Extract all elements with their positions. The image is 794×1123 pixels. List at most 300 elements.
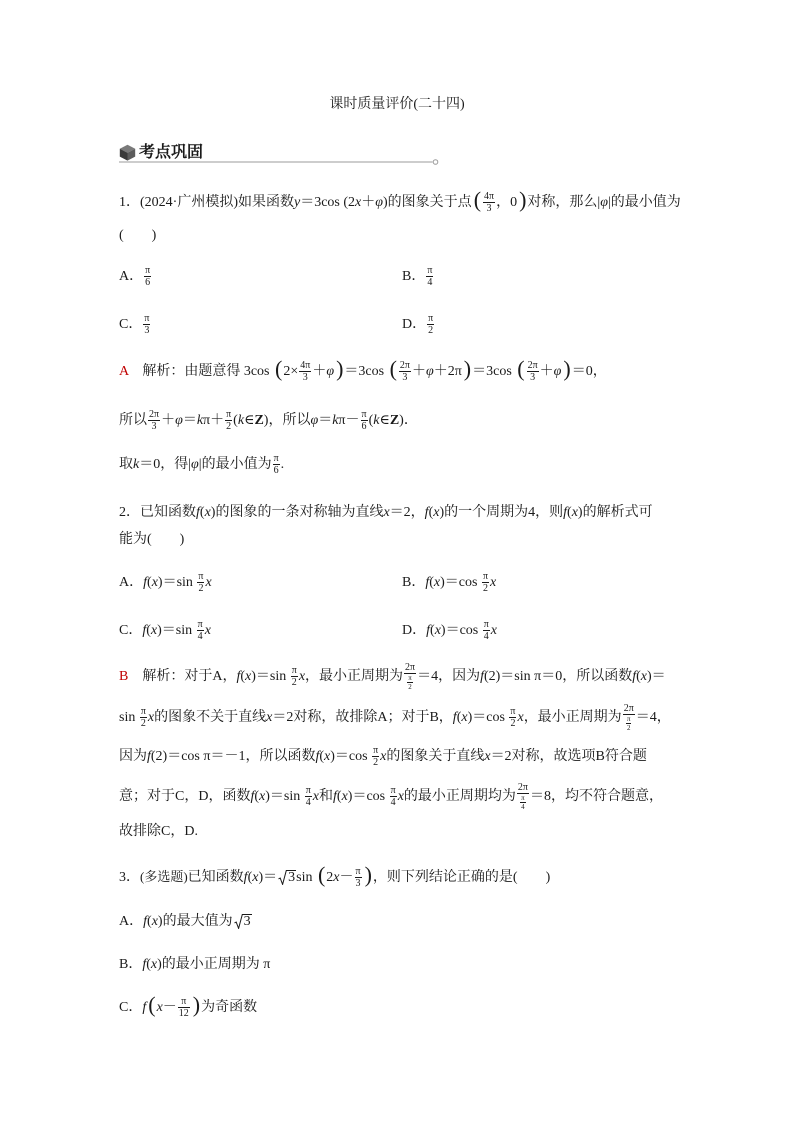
fraction-denominator	[140, 718, 147, 729]
q2-analysis-line-2	[119, 703, 671, 733]
math-variable: f	[250, 789, 255, 804]
section-label: 考点巩固	[139, 142, 204, 161]
text-run: 2×	[283, 364, 299, 379]
fraction-numerator	[299, 360, 311, 372]
text-run: ＋	[411, 364, 426, 379]
text-run: ＝4，	[635, 710, 671, 725]
text-run: π	[510, 706, 516, 718]
q2-option-a	[119, 568, 212, 598]
q2-analysis-line-5	[119, 817, 198, 847]
text-run: (	[146, 957, 151, 972]
big-parenthesis: )	[364, 862, 372, 887]
fraction-denominator	[427, 325, 434, 336]
math-variable: x	[571, 505, 578, 520]
text-run: (	[319, 749, 325, 764]
fraction-numerator	[197, 619, 204, 631]
number-set-symbol: Z	[389, 413, 400, 428]
text-run: －	[162, 1000, 177, 1015]
fraction	[520, 794, 526, 811]
text-run: ＝3cos	[472, 364, 516, 379]
q1-option-a	[119, 262, 152, 292]
fraction-numerator	[291, 665, 298, 677]
fraction-numerator	[509, 706, 516, 718]
text-run: 2	[198, 583, 204, 595]
text-run: )的图象关于点	[383, 195, 472, 210]
q2-option-d	[402, 616, 497, 646]
big-parenthesis: (	[389, 356, 397, 381]
text-run: π	[144, 313, 150, 325]
text-run: (2)＝cos π＝－1，所以函数	[150, 749, 316, 764]
math-variable: x	[380, 749, 387, 764]
fraction-numerator	[140, 706, 147, 718]
fraction-numerator	[273, 453, 280, 465]
text-run: 3	[530, 372, 536, 384]
text-run: C．	[119, 623, 143, 638]
fraction-numerator	[482, 571, 489, 583]
text-run: π	[483, 619, 489, 631]
q2-option-b	[402, 568, 496, 598]
fraction-denominator	[626, 724, 632, 732]
text-run: )的最大值为	[157, 914, 233, 929]
fraction-numerator	[407, 674, 413, 683]
math-variable: x	[324, 749, 331, 764]
q1-option-c	[119, 310, 151, 340]
math-variable: f	[425, 575, 430, 590]
text-run: 3	[486, 203, 492, 215]
fraction	[404, 662, 416, 691]
text-run: 解析：由题意得 3cos	[128, 364, 274, 379]
text-run: π	[482, 571, 489, 583]
text-run: (	[240, 669, 246, 684]
text-run: π	[181, 996, 187, 1008]
fraction	[140, 706, 147, 729]
q1-analysis-line-2	[119, 406, 418, 436]
answer-key: A	[119, 364, 129, 379]
text-run: 3	[355, 878, 361, 890]
fraction	[427, 313, 434, 336]
fraction-numerator	[144, 265, 151, 277]
analysis-text	[128, 356, 607, 384]
fraction-denominator	[404, 674, 416, 691]
text-run: (	[429, 575, 434, 590]
text-run: ＝2对称，故选项B符合题	[490, 749, 647, 764]
math-variable: f	[147, 749, 151, 764]
text-run: π	[291, 665, 297, 677]
text-run: 所以	[119, 413, 147, 428]
text-run: 4	[483, 631, 489, 643]
text-run: 2	[510, 718, 516, 730]
math-variable: x	[397, 789, 404, 804]
text-run: ＝0，得|	[139, 457, 192, 472]
fraction-denominator	[399, 372, 411, 383]
text-run: 因为	[119, 749, 147, 764]
text-run: 3	[151, 421, 157, 433]
text-run: π	[145, 265, 151, 277]
fraction-denominator	[520, 803, 526, 811]
math-variable: k	[332, 413, 339, 428]
q1-option-b	[402, 262, 434, 292]
q1-stem-line-1	[119, 188, 681, 218]
text-run: (	[430, 623, 435, 638]
fraction	[225, 409, 232, 432]
q3-option-c	[119, 993, 257, 1023]
text-run: (	[147, 575, 152, 590]
text-run: )＝cos	[330, 749, 372, 764]
text-run: )＝cos	[440, 575, 481, 590]
text-run: (	[636, 669, 641, 684]
text-run: A．	[119, 575, 144, 590]
text-run: 能为( )	[119, 532, 185, 547]
text-run: ＝2对称，故排除A；对于B，	[272, 710, 453, 725]
text-run: π	[408, 674, 412, 683]
text-run: 取	[119, 457, 133, 472]
big-parenthesis: (	[473, 187, 482, 212]
fraction	[399, 360, 411, 383]
math-variable: x	[151, 914, 158, 929]
text-run: )的图象的一条对称轴为直线	[210, 505, 384, 520]
text-run: 3	[144, 325, 150, 337]
text-run: π	[428, 313, 434, 325]
fraction	[143, 313, 150, 336]
math-variable: f	[142, 623, 147, 638]
text-run: (	[368, 413, 374, 428]
math-variable: φ	[425, 364, 434, 379]
text-run: π	[197, 619, 203, 631]
text-run: 2π	[149, 409, 160, 421]
text-run: ＋2π	[433, 364, 462, 379]
text-run: (	[336, 789, 342, 804]
fraction-numerator	[361, 409, 368, 421]
text-run: 2	[408, 683, 412, 692]
text-run: )＝cos	[347, 789, 389, 804]
big-parenthesis: )	[192, 992, 201, 1017]
fraction-denominator	[372, 757, 379, 768]
math-variable: x	[298, 669, 306, 684]
q1-option-d	[402, 310, 435, 340]
text-run: ，则下列结论正确的是( )	[372, 870, 551, 885]
fraction-denominator	[197, 583, 204, 594]
fraction	[483, 619, 490, 642]
q2-analysis-line-3	[119, 742, 647, 772]
text-run: D．	[402, 317, 427, 332]
fraction	[144, 265, 151, 288]
math-variable: f	[480, 669, 484, 684]
fraction-denominator	[517, 794, 529, 811]
q2-stem-line-1	[119, 498, 653, 528]
text-run: 3．	[119, 870, 140, 885]
text-run: )＝cos	[440, 623, 482, 638]
text-run: ＝4，因为	[417, 669, 481, 684]
text-run: ＝	[318, 413, 333, 428]
fraction	[148, 409, 160, 432]
math-variable: f	[196, 505, 200, 520]
fraction-numerator	[527, 360, 539, 372]
text-run: 2	[373, 757, 379, 769]
text-run: 2π	[399, 360, 410, 372]
fraction-denominator	[407, 683, 413, 691]
math-variable: f	[452, 710, 457, 725]
text-run: ＝8，均不符合题意，	[529, 789, 663, 804]
text-run: 的图象不关于直线	[154, 710, 267, 725]
fraction-denominator	[144, 277, 151, 288]
fraction-numerator	[404, 662, 416, 674]
text-run: 对称，那么|	[527, 195, 601, 210]
text-run: 4	[427, 277, 433, 289]
text-run: π	[140, 706, 146, 718]
fraction-denominator	[148, 421, 160, 432]
text-run: 2π	[527, 360, 538, 372]
text-run: π	[521, 794, 525, 803]
fraction	[372, 745, 379, 768]
fraction-numerator	[148, 409, 160, 421]
fraction-numerator	[355, 866, 362, 878]
math-variable: x	[333, 870, 340, 885]
fraction-denominator	[527, 372, 539, 383]
text-run: (	[247, 870, 253, 885]
big-parenthesis: )	[563, 356, 571, 381]
fraction-numerator	[623, 703, 635, 715]
text-run: ＝3cos (2	[300, 195, 356, 210]
text-run: π	[390, 785, 396, 797]
math-variable: x	[490, 623, 498, 638]
radical-sign-icon	[234, 914, 243, 929]
fraction-denominator	[178, 1008, 190, 1019]
math-variable: f	[563, 505, 568, 520]
math-variable: x	[245, 669, 252, 684]
radicand	[287, 870, 296, 885]
math-variable: x	[433, 505, 440, 520]
math-variable: x	[205, 575, 212, 590]
text-run: 2	[326, 870, 334, 885]
text-run: (	[199, 505, 205, 520]
text-run: )＝sin	[265, 789, 304, 804]
math-variable: x	[355, 195, 362, 210]
fraction	[355, 866, 362, 889]
fraction-denominator	[291, 677, 298, 688]
text-run: ∈	[379, 413, 390, 428]
text-run: |的最小值为	[607, 195, 681, 210]
text-run: 3	[243, 914, 251, 929]
fraction-numerator	[483, 619, 490, 631]
fraction-numerator	[426, 265, 433, 277]
big-parenthesis: )	[519, 187, 527, 212]
text-run: )＝cos	[467, 710, 509, 725]
text-run: B．	[402, 575, 426, 590]
text-run: 和	[319, 789, 334, 804]
math-variable: x	[312, 789, 320, 804]
text-run: －	[339, 870, 354, 885]
fraction-numerator	[390, 785, 397, 797]
text-run: 3	[402, 372, 408, 384]
fraction	[527, 360, 539, 383]
math-variable: f	[243, 870, 248, 885]
text-run: 4	[305, 797, 311, 809]
fraction-denominator	[299, 372, 311, 383]
text-run: )．	[399, 413, 418, 428]
text-run: π	[226, 409, 232, 421]
text-run: 6	[361, 421, 367, 433]
fraction-denominator	[482, 583, 489, 594]
text-run: 2	[428, 325, 434, 337]
text-run: ＝2，	[389, 505, 425, 520]
text-run: .	[280, 457, 285, 472]
fraction-numerator	[626, 715, 632, 724]
fraction-denominator	[355, 878, 362, 889]
text-run: )的一个周期为4，则	[439, 505, 564, 520]
text-run: (	[147, 914, 152, 929]
math-variable: f	[142, 957, 147, 972]
fraction-numerator	[197, 571, 204, 583]
text-run: π	[273, 453, 279, 465]
fraction	[178, 996, 190, 1019]
text-run: 6	[273, 465, 279, 477]
text-run: (	[146, 623, 151, 638]
text-run: (	[567, 505, 572, 520]
text-run: ( )	[119, 228, 157, 243]
math-variable: f	[333, 789, 337, 804]
math-variable: x	[490, 575, 497, 590]
fraction-denominator	[426, 277, 433, 288]
math-variable: f	[236, 669, 241, 684]
text-run: ，最小正周期为	[523, 710, 622, 725]
text-run: 4	[390, 797, 396, 809]
math-variable: k	[373, 413, 380, 428]
text-run: )的解析式可	[577, 505, 653, 520]
section-header	[117, 140, 447, 168]
text-run: 4	[521, 803, 525, 812]
math-variable: φ	[553, 364, 562, 379]
math-variable: x	[204, 505, 211, 520]
radical-sign-icon	[278, 870, 287, 885]
text-run: 的最小正周期均为	[403, 789, 516, 804]
text-run: 已知函数	[187, 870, 244, 885]
math-variable: φ	[600, 195, 608, 210]
text-run: ＋	[361, 195, 376, 210]
text-run: 1．(2024·广州模拟)如果函数	[119, 195, 294, 210]
big-parenthesis: (	[148, 992, 156, 1017]
math-variable: f	[632, 669, 637, 684]
math-variable: x	[147, 710, 155, 725]
big-parenthesis: (	[317, 862, 326, 887]
q1-analysis-line-1	[119, 357, 607, 387]
math-variable: k	[237, 413, 245, 428]
section-divider	[117, 157, 443, 167]
fraction-numerator	[305, 785, 312, 797]
text-run: (	[456, 710, 462, 725]
math-variable: x	[341, 789, 348, 804]
text-run: ，0	[496, 195, 518, 210]
answer-key: B	[119, 669, 129, 684]
text-run: 2	[482, 583, 488, 595]
math-variable: x	[461, 710, 468, 725]
fraction	[197, 619, 204, 642]
math-variable: y	[294, 195, 301, 210]
q3-option-b	[119, 950, 270, 980]
text-run: A．	[119, 269, 144, 284]
text-run: π	[361, 409, 367, 421]
fraction-denominator	[361, 421, 368, 432]
text-run: 2．已知函数	[119, 505, 196, 520]
text-run: )＝sin	[157, 575, 197, 590]
text-run: sin	[296, 870, 316, 885]
text-run: (2)＝sin π＝0，所以函数	[483, 669, 633, 684]
math-variable: x	[156, 1000, 163, 1015]
math-variable: x	[517, 710, 524, 725]
text-run: B．	[402, 269, 426, 284]
fraction	[623, 703, 635, 732]
fraction	[483, 191, 495, 214]
fraction-denominator	[623, 715, 635, 732]
text-run: ，最小正周期为	[305, 669, 404, 684]
text-run: π	[427, 265, 433, 277]
math-variable: x	[433, 575, 441, 590]
text-run: π＋	[203, 413, 225, 428]
math-variable: x	[640, 669, 647, 684]
text-run: 3	[302, 372, 308, 384]
text-run: 2π	[623, 703, 634, 715]
q3-option-a	[119, 907, 252, 937]
text-run: )＝sin	[251, 669, 290, 684]
math-variable: f	[424, 505, 429, 520]
text-run: π	[373, 745, 379, 757]
text-run: A．	[119, 914, 144, 929]
fraction-numerator	[143, 313, 150, 325]
fraction-numerator	[372, 745, 379, 757]
math-variable: x	[150, 957, 158, 972]
q2-analysis-line-1	[119, 662, 666, 692]
fraction-denominator	[197, 631, 204, 642]
text-run: 2	[226, 421, 232, 433]
text-run: ＝	[182, 413, 197, 428]
fraction	[299, 360, 311, 383]
text-run: sin	[119, 710, 139, 725]
math-variable: x	[151, 575, 158, 590]
text-run: 3	[288, 870, 296, 885]
q2-option-c	[119, 616, 211, 646]
text-run: 故排除C，D.	[119, 824, 198, 839]
fraction	[390, 785, 397, 808]
fraction-numerator	[483, 191, 495, 203]
text-run: C．	[119, 317, 143, 332]
text-run: 6	[145, 277, 151, 289]
text-run: ∈	[244, 413, 255, 428]
text-run: )＝	[258, 870, 278, 885]
text-run: )的最小正周期为 π	[157, 957, 271, 972]
text-run: B．	[119, 957, 143, 972]
math-variable: x	[484, 749, 491, 764]
big-parenthesis: (	[517, 356, 525, 381]
fraction	[361, 409, 368, 432]
fraction-denominator	[225, 421, 232, 432]
page-title: 课时质量评价(二十四)	[329, 97, 465, 112]
text-run: ＋	[312, 364, 327, 379]
fraction-denominator	[143, 325, 150, 336]
text-run: 意；对于C，D，函数	[119, 789, 251, 804]
text-run: (	[428, 505, 434, 520]
text-run: π－	[338, 413, 360, 428]
text-run: (	[233, 413, 238, 428]
text-run: 12	[178, 1008, 189, 1020]
fraction-numerator	[517, 782, 529, 794]
fraction	[305, 785, 312, 808]
math-variable: f	[142, 1000, 147, 1015]
question-type-tag: (多选题)	[140, 869, 188, 884]
math-variable: φ	[191, 457, 199, 472]
number-set-symbol: Z	[254, 413, 264, 428]
fraction-denominator	[509, 718, 516, 729]
big-parenthesis: )	[336, 356, 344, 381]
text-run: 2	[291, 677, 297, 689]
